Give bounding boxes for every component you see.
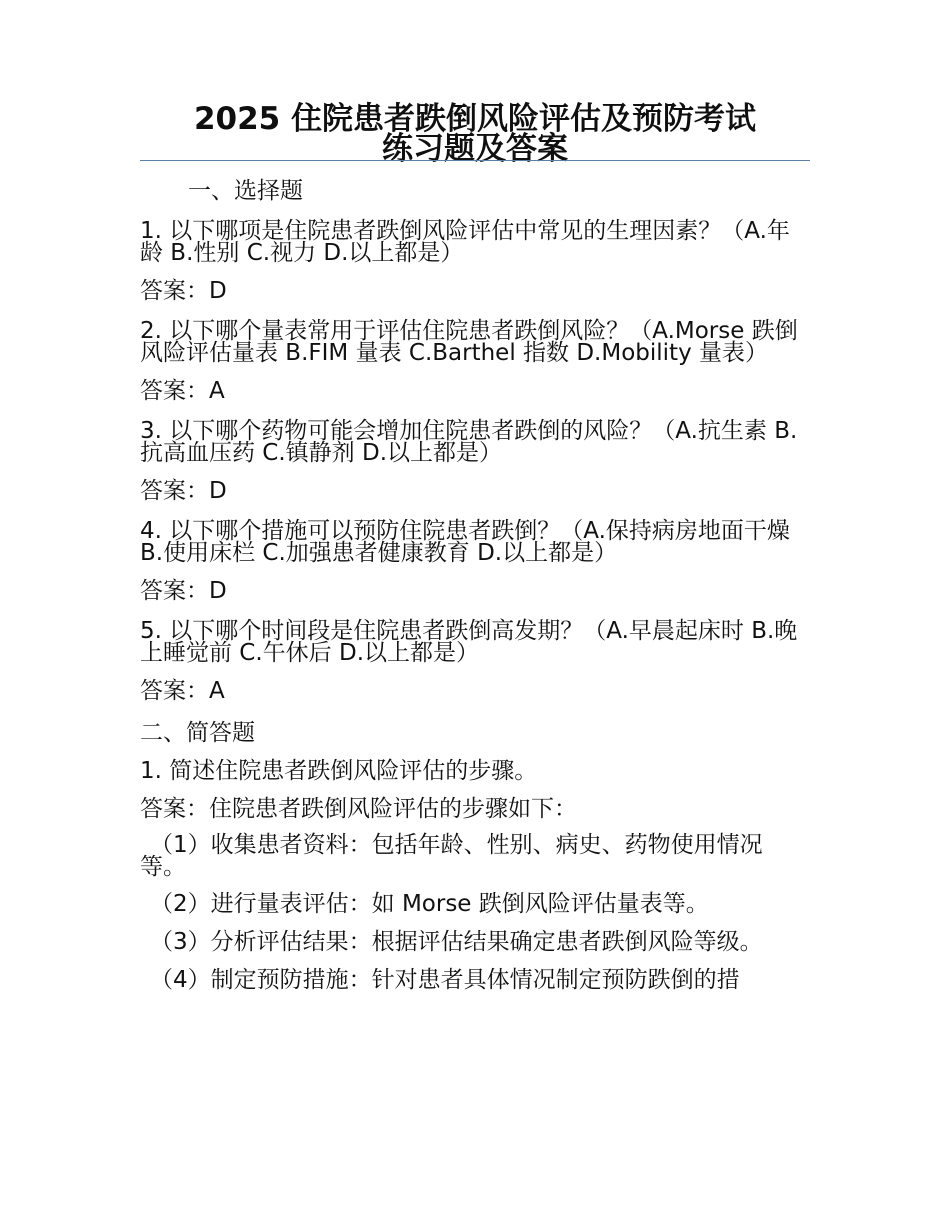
section-heading-choice: 一、选择题 — [188, 178, 303, 204]
short-question-1: 1. 简述住院患者跌倒风险评估的步骤。 — [140, 758, 538, 784]
answer-1: 答案：D — [140, 278, 227, 304]
answer-step-2: （2）进行量表评估：如 Morse 跌倒风险评估量表等。 — [150, 891, 709, 917]
title-line-2: 练习题及答案 — [382, 131, 568, 167]
answer-step-1: （1）收集患者资料：包括年龄、性别、病史、药物使用情况等。 — [140, 832, 763, 880]
question-3: 3. 以下哪个药物可能会增加住院患者跌倒的风险？（A.抗生素 B.抗高血压药 C.镇静剂 D.以上都是） — [140, 418, 798, 466]
answer-step-4: （4）制定预防措施：针对患者具体情况制定预防跌倒的措 — [150, 967, 740, 993]
short-answer-1-intro: 答案：住院患者跌倒风险评估的步骤如下： — [140, 796, 577, 822]
answer-step-3: （3）分析评估结果：根据评估结果确定患者跌倒风险等级。 — [150, 929, 763, 955]
question-4: 4. 以下哪个措施可以预防住院患者跌倒？（A.保持病房地面干燥 B.使用床栏 C.加强患者健康教育 D.以上都是） — [140, 518, 790, 566]
answer-4: 答案：D — [140, 578, 227, 604]
answer-5: 答案：A — [140, 678, 225, 704]
title-underline — [140, 160, 810, 161]
document-title — [140, 101, 810, 167]
answer-3: 答案：D — [140, 478, 227, 504]
question-2: 2. 以下哪个量表常用于评估住院患者跌倒风险？（A.Morse 跌倒风险评估量表 B.FIM 量表 C.Barthel 指数 D.Mobility 量表） — [140, 318, 798, 366]
document-body — [140, 178, 805, 1006]
question-5: 5. 以下哪个时间段是住院患者跌倒高发期？（A.早晨起床时 B.晚上睡觉前 C.午休后 D.以上都是） — [140, 618, 798, 666]
section-heading-short-answer: 二、简答题 — [140, 720, 255, 746]
answer-2: 答案：A — [140, 378, 225, 404]
title-line-1: 2025 住院患者跌倒风险评估及预防考试 — [193, 101, 757, 137]
question-1: 1. 以下哪项是住院患者跌倒风险评估中常见的生理因素？（A.年龄 B.性别 C.视力 D.以上都是） — [140, 218, 790, 266]
